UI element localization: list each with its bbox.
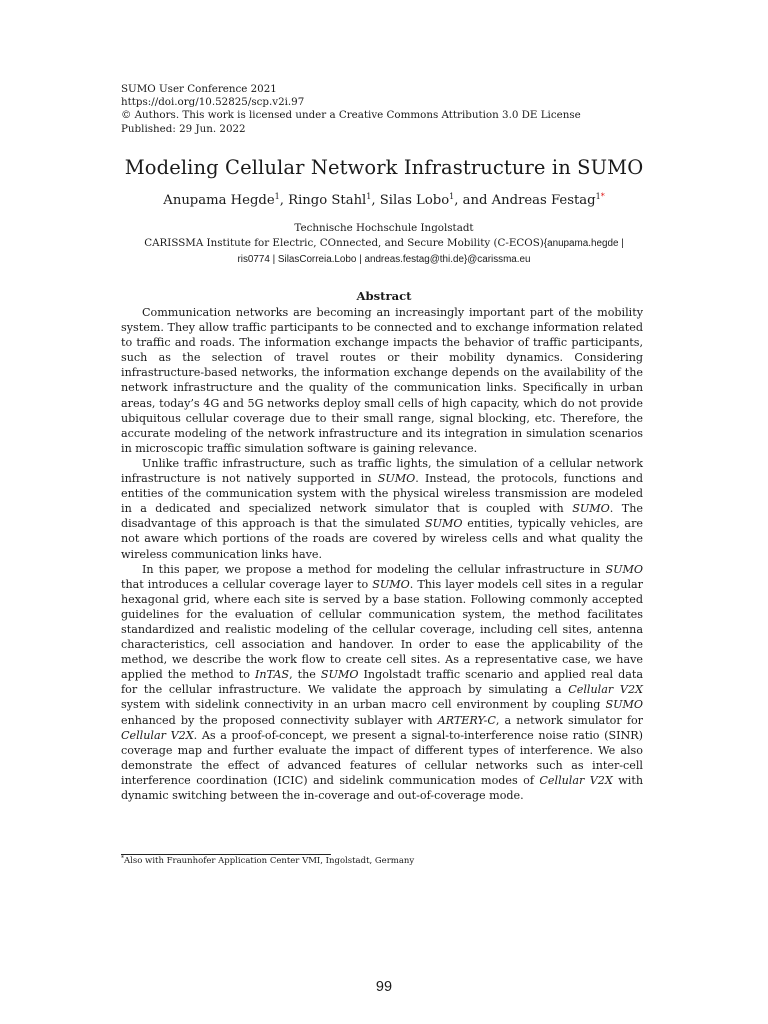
italic-term: SUMO [377,472,416,486]
affiliation-mark: 1 [449,192,455,201]
italic-term: SUMO [372,577,410,591]
author-name: Silas Lobo [379,193,450,208]
emails-part-b: ris0774 | SilasCorreia.Lobo | andreas.festag@thi.de}@carissma.eu [237,253,531,265]
author-separator: , [371,193,380,208]
abstract-paragraph-1: Communication networks are becoming an increasingly important part of the mobility system. They allow traffic participants to be connected and to exchange information related to traffic and roads. The information exchange impacts the behavior of traffic participants, such as the selection of travel routes or their mobility dynamics. Considering infrastructure-based networks, the information exchange depends on the availability of the network infrastructure and the quality of the communication links. Specifically in urban areas, today’s 4G and 5G networks deploy small cells of high capacity, which do not provide ubiquitous cellular coverage due to their small range, signal blocking, etc. Therefore, the accurate modeling of the network infrastructure and its integration in simulation scenarios in microscopic traffic simulation software is gaining relevance. [121,306,643,455]
paper-title: Modeling Cellular Network Infrastructure in SUMO [124,156,644,179]
footnote-star[interactable]: * [600,192,605,201]
footnote [121,856,414,866]
italic-term: ARTERY-C [437,713,496,727]
text-run: Ingolstadt traffic scenario and applied real data for the cellular infrastructure. We validate the approach by simulating a [121,668,643,697]
author-list [0,193,768,208]
text-run: that introduces a cellular coverage layer to [121,577,373,591]
text-run: enhanced by the proposed connectivity sublayer with [121,713,438,727]
conference-line: SUMO User Conference 2021 [121,83,277,95]
text-run: system with sidelink connectivity in an urban macro cell environment by coupling [121,698,606,712]
italic-term: Cellular V2X [568,683,643,697]
author-name: Ringo Stahl [288,193,367,208]
abstract-body [121,305,643,803]
text-run: , the [289,668,321,682]
abstract-paragraph-3 [121,562,643,804]
italic-term: SUMO [572,502,610,516]
institute-name: CARISSMA Institute for Electric, COnnected, and Secure Mobility (C-ECOS) [144,237,544,250]
footnote-text: Also with Fraunhofer Application Center VMI, Ingolstadt, Germany [124,856,415,866]
italic-term: SUMO [424,517,463,531]
affiliation-mark: 1 [366,192,372,201]
text-run: Unlike traffic infrastructure, such as traffic lights, the simulation of a cellular network infrastructure is not natively supported in [121,456,643,486]
page-number: 99 [375,979,393,995]
author-separator: , [279,193,289,208]
author-name: Andreas Festag [491,193,596,208]
affiliation-institute [121,236,647,251]
text-run: with dynamic switching between the in-coverage and out-of-coverage mode. [121,773,643,802]
italic-term: SUMO [605,562,643,576]
text-run: . The disadvantage of this approach is that the simulated [121,502,643,531]
italic-term: SUMO [605,698,643,712]
doi-link[interactable]: https://doi.org/10.52825/scp.v2i.97 [121,96,305,109]
text-run: . This layer models cell sites in a regular hexagonal grid, where each site is served by a base station. Following commonly accepted guidelines for the evaluation of cellular communication system, the method facilitates standardized and realistic modeling of the cellular coverage, including cell sites, antenna characteristics, cell association and handover. In order to ease the applicability of the method, we describe the work flow to create cell sites. As a representative case, we have applied the method to [121,577,643,682]
emails-part-a: {anupama.hegde | [543,238,624,250]
footnote-mark: * [121,855,124,862]
published-date: Published: 29 Jun. 2022 [121,122,246,135]
italic-term: InTAS [254,668,290,682]
author-name: Anupama Hegde [163,193,275,208]
paper-header [121,83,581,136]
italic-term: Cellular V2X [121,728,194,742]
text-run: In this paper, we propose a method for modeling the cellular infrastructure in [142,562,606,576]
footnote-rule [121,854,331,855]
text-run: , a network simulator for [495,713,643,727]
affiliation-university: Technische Hochschule Ingolstadt [294,222,474,234]
affiliation [121,221,647,267]
author-separator: , and [454,193,492,208]
license-line: © Authors. This work is licensed under a Creative Commons Attribution 3.0 DE License [121,109,581,122]
text-run: . As a proof-of-concept, we present a signal-to-interference noise ratio (SINR) coverage map and further evaluate the impact of different types of interference. We also demonstrate the effect of advanced features of cellular networks such as inter-cell interference coordination (ICIC) and sidelink communication modes of [121,728,643,787]
affiliation-mark: 1 [274,192,280,201]
text-run: . Instead, the protocols, functions and entities of the communication system with the physical wireless transmission are modeled in a dedicated and specialized network simulator that is coupled with [121,472,644,516]
affiliation-mark: 1* [595,192,605,201]
text-run: entities, typically vehicles, are not aware which portions of the roads are covered by wireless cells and what quality the wireless communication links have. [121,517,643,561]
abstract-heading: Abstract [356,289,412,303]
italic-term: SUMO [320,668,359,682]
italic-term: Cellular V2X [539,773,613,787]
abstract-paragraph-2 [121,456,643,562]
